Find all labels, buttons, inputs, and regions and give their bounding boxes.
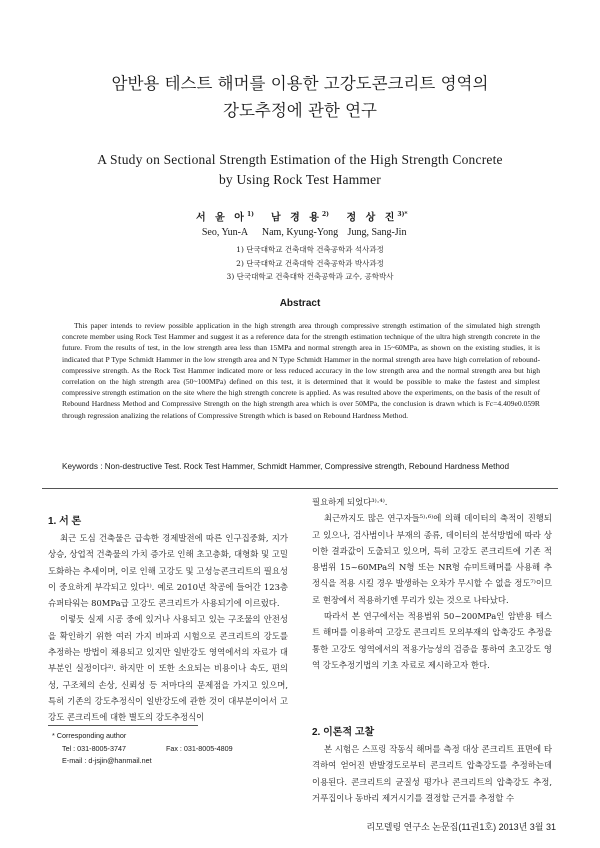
abstract-heading: Abstract (279, 298, 321, 309)
author-1-name-ko: 서 윤 아 (196, 212, 247, 224)
title-ko-line-1: 암반용 테스트 해머를 이용한 고강도콘크리트 영역의 (111, 74, 489, 93)
title-en-line-1: A Study on Sectional Strength Estimation of the High Strength Concrete (97, 152, 503, 167)
section-1-heading: 1. 서 론 (48, 516, 82, 527)
author-3-sup: 3)* (397, 211, 408, 218)
paper-title-korean (40, 70, 560, 124)
affiliations (180, 243, 440, 284)
section-1-paragraph-1: 최근 도심 건축물은 급속한 경제발전에 따른 인구집중화, 지가상승, 상업적 건축물의 가치 증가로 인해 초고층화, 대형화 및 고밀도화하는 추세이며, 이로 인해 고강도 및 고성능콘크리트의 필요성이 중요하게 부각되고 있다¹⁾. 예로 2010년 착공에 들어간 123층 슈퍼타워는 80MPa급 고강도 콘크리트가 사용되기에 이르렀다. (48, 533, 288, 609)
author-1-name-en: Seo, Yun-A (201, 227, 249, 239)
section-2-paragraph-1: 본 시험은 스프링 작동식 해머를 측정 대상 콘크리트 표면에 타격하여 얻어진 반발경도로부터 콘크리트 압축강도를 추정하는데 이용된다. 콘크리트의 균질성 평가나 콘크리트의 압축강도 추정, 거푸집이나 동바리 제거시기를 결정할 근거를 추정할 수 (312, 744, 552, 803)
footnote-tel: Tel : 031-8005-3747 (62, 743, 126, 753)
footnote-divider (48, 725, 198, 726)
author-1-sup: 1) (246, 211, 254, 218)
right-column-body (312, 494, 552, 673)
abstract-text: This paper intends to review possible application in the high strength area through compressive strength estimation of the simulated high strength concrete member using Rock Test Hammer and suggest it as a reference data for the strength estimation technique of the ultra high strength concrete in the future. From the results of test, in the low strength area less than 15MPa and normal strength area in 15~60MPa, as shown on the existing studies, it is indicated that P Type Schmidt Hammer in the low strength area and N Type Schmidt Hammer in the normal strength area have high correlation of rebound-compressive strength. As the Rock Test Hammer indicated more or less reduced accuracy in the low strength area and the normal strength area but high correlation on the high strength area (50~100MPa) defined on this test, it is determined that it would be possible to make the fastest and simplest compressive strength estimation on the site where the high strength concrete is applied. As was resulted above the experiments, on the basis of the result of Rebound Hardness Method and Compressive Strength on the high strength area which is over 50MPa, the conclusion is drawn which is Fc=4.409e0.059R through regression analizing the relations of Compressive Strength which is based on Rebound Hardness Method. (62, 321, 540, 420)
affiliation-2: 2) 단국대학교 건축대학 건축공학과 박사과정 (236, 258, 384, 268)
section-2-heading: 2. 이론적 고찰 (312, 727, 375, 738)
footnote-fax: Fax : 031-8005-4809 (165, 743, 233, 753)
right-column-paragraph-2: 최근까지도 많은 연구자들⁵⁾·⁶⁾에 의해 데이터의 축적이 진행되고 있으나, 검사범이나 부재의 종류, 데이터의 분석방법에 따라 상이한 결과값이 도출되고 있으며, 특히 고강도 콘크리트에 기존 적용범위 15~60MPa의 N형 또는 NR형 슈미트해머를 사용해 추정식을 적용 시킬 경우 발생하는 오차가 무시할 수 없을 정도⁷⁾이므로 현장에서 적용하기엔 무리가 있는 것으로 나타났다. (312, 513, 552, 605)
right-column-paragraph-1: 필요하게 되었다³⁾·⁴⁾. (312, 497, 388, 507)
right-column-paragraph-3: 따라서 본 연구에서는 적용범위 50~200MPa인 암반용 테스트 해머를 이용하여 고강도 콘크리트 모의부재의 압축강도 추정을 통한 고강도 영역에서의 적용가능성의 검증을 통하여 초고강도 영역 강도추정기법의 기초 자료로 제시하고자 한다. (312, 611, 552, 670)
section-1-paragraph-2: 이렇듯 실제 시공 중에 있거나 사용되고 있는 구조물의 안전성을 확인하기 위한 여러 가지 비파괴 시험으로 콘크리트의 강도를 추정하는 방법이 채용되고 있지만 일반강도 영역에서의 자료가 대부분인 실정이다²⁾. 하지만 이 또한 소요되는 비용이나 속도, 편의성, 구조체의 손상, 신뢰성 등 저마다의 문제점을 가지고 있으며, 특히 기존의 강도추정식이 일반강도에 관한 것이 대부분이어서 고강도 콘크리트에 대한 별도의 강도추정식이 (48, 614, 288, 723)
title-ko-line-2: 강도추정에 관한 연구 (223, 101, 377, 120)
author-2-sup: 2) (321, 211, 329, 218)
title-en-line-2: by Using Rock Test Hammer (218, 172, 382, 187)
footnote (52, 730, 233, 768)
header-divider (42, 488, 558, 489)
author-2-name-en: Nam, Kyung-Yong (261, 227, 339, 239)
author-3-name-en: Jung, Sang-Jin (347, 227, 407, 239)
running-footer: 리모델링 연구소 논문집(11권1호) 2013년 3월 31 (366, 822, 556, 832)
author-2-name-ko: 남 경 용 (271, 212, 322, 224)
paper-title-english (40, 150, 560, 190)
footnote-label: * Corresponding author (52, 731, 127, 740)
keywords: Keywords : Non-destructive Test. Rock Test Hammer, Schmidt Hammer, Compressive strength, Rebound Hardness Method (62, 462, 510, 471)
footnote-email: E-mail : d-jsjin@hanmail.net (62, 756, 152, 766)
affiliation-3: 3) 단국대학교 건축대학 건축공학과 교수, 공학박사 (226, 272, 394, 281)
section-1-body (48, 530, 288, 726)
author-3-name-ko: 정 상 진 (346, 212, 398, 224)
affiliation-1: 1) 단국대학교 건축대학 건축공학과 석사과정 (236, 245, 384, 254)
section-2-body (312, 741, 552, 806)
author-3 (322, 207, 432, 240)
